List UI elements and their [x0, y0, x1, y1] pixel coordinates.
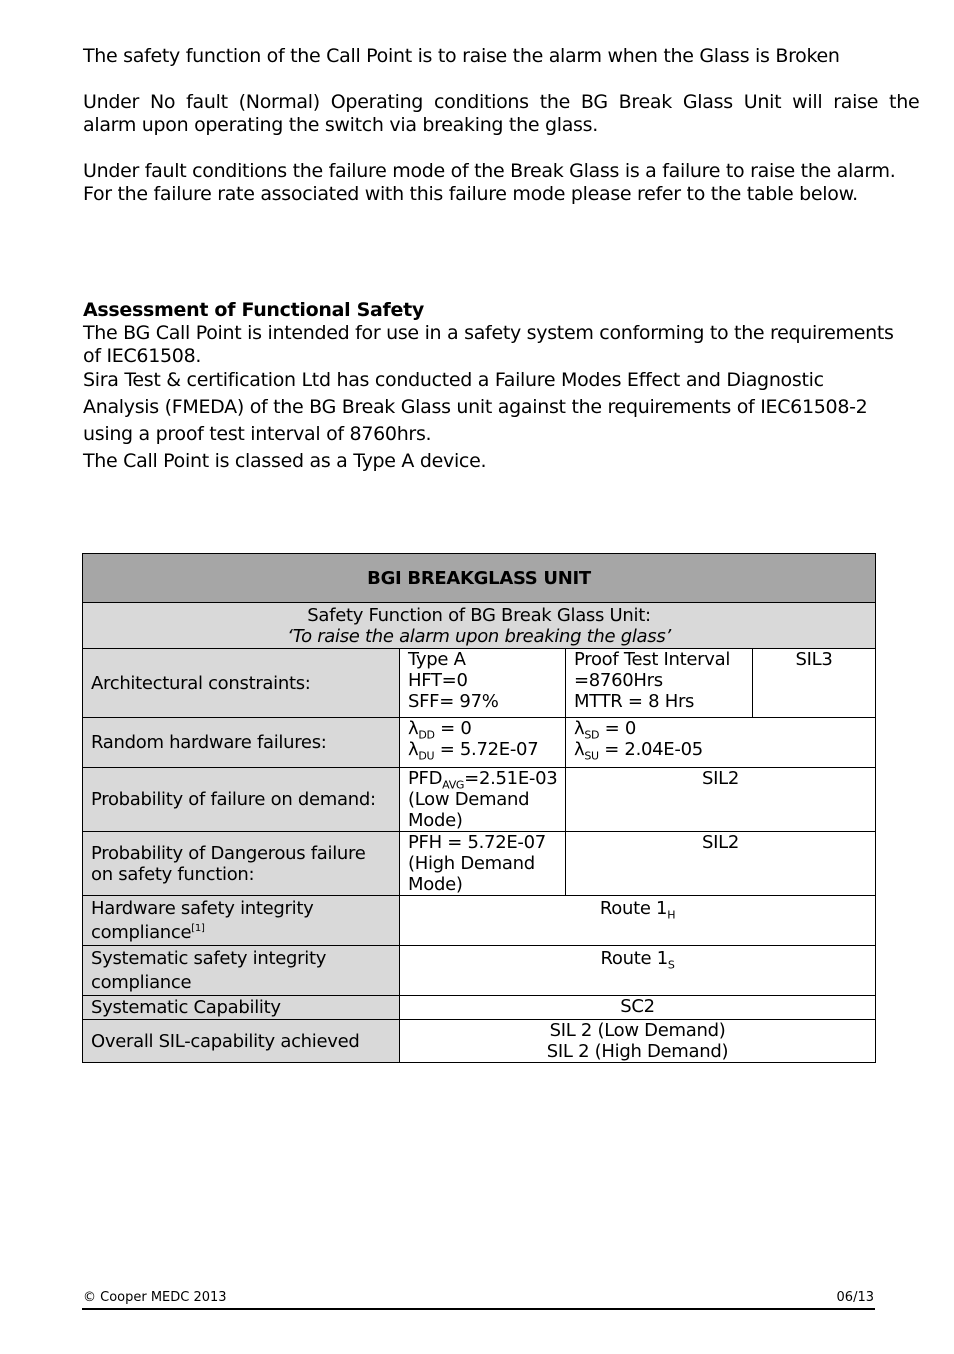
value-text: =2.51E-03: [464, 768, 558, 789]
subscript: SU: [584, 749, 599, 763]
value-text: = 0: [599, 718, 636, 739]
table-row: [83, 768, 876, 832]
table-row: [83, 649, 876, 718]
table-cell: SIL2: [566, 768, 876, 832]
table-cell: SC2: [400, 996, 876, 1020]
row-label: Probability of Dangerous failure on safety function:: [83, 832, 400, 896]
cell-line: Mode): [408, 874, 463, 895]
cell-line: MTTR = 8 Hrs: [574, 691, 695, 712]
table-cell: [566, 649, 753, 718]
table-cell: SIL3: [753, 649, 876, 718]
table-row: [83, 1020, 876, 1063]
safety-function-title: Safety Function of BG Break Glass Unit:: [307, 604, 651, 626]
section-heading: Assessment of Functional Safety: [83, 299, 424, 321]
cell-line: (Low Demand: [408, 789, 530, 810]
table-cell: SIL2: [566, 832, 876, 896]
footer-divider: [82, 1308, 875, 1310]
subscript: AVG: [442, 778, 465, 792]
row-label: Overall SIL-capability achieved: [83, 1020, 400, 1063]
value-text: = 2.04E-05: [598, 739, 703, 760]
table-cell: [400, 946, 876, 996]
row-label: [83, 896, 400, 946]
cell-line: Proof Test Interval: [574, 649, 731, 670]
text-line: Under No fault (Normal) Operating conditions the BG Break Glass Unit will raise the: [83, 91, 920, 113]
text-line: The BG Call Point is intended for use in a safety system conforming to the requirements: [83, 322, 894, 344]
cell-line: SIL 2 (Low Demand): [549, 1020, 726, 1041]
text-line: The Call Point is classed as a Type A device.: [83, 450, 487, 472]
table-title: BGI BREAKGLASS UNIT: [83, 554, 876, 603]
subscript: S: [667, 958, 675, 972]
text-line: alarm upon operating the switch via breaking the glass.: [83, 114, 598, 136]
text-line: of IEC61508.: [83, 345, 202, 367]
text-line: Sira Test & certification Ltd has conducted a Failure Modes Effect and Diagnostic: [83, 369, 824, 391]
table-row: [83, 996, 876, 1020]
cell-line: PFH = 5.72E-07: [408, 832, 546, 853]
intro-paragraph-2: [83, 91, 920, 137]
text-line: Analysis (FMEDA) of the BG Break Glass unit against the requirements of IEC61508-2: [83, 396, 868, 418]
row-label: [83, 946, 400, 996]
text-line: using a proof test interval of 8760hrs.: [83, 423, 432, 445]
table-row: [83, 946, 876, 996]
table-cell: [400, 896, 876, 946]
assessment-section: [83, 299, 894, 473]
row-label: Probability of failure on demand:: [83, 768, 400, 832]
label-line: Systematic safety integrity: [91, 948, 327, 969]
footnote-marker: [1]: [191, 923, 205, 934]
lambda-symbol: λ: [408, 718, 419, 739]
table-row: [83, 832, 876, 896]
safety-function-cell: [83, 603, 876, 649]
cell-line: Mode): [408, 810, 463, 831]
value-text: Route 1: [600, 948, 668, 969]
value-text: = 5.72E-07: [434, 739, 539, 760]
cell-line: SIL 2 (High Demand): [546, 1041, 729, 1062]
table-function-row: [83, 603, 876, 649]
cell-line: HFT=0: [408, 670, 468, 691]
row-label: Systematic Capability: [83, 996, 400, 1020]
lambda-symbol: λ: [574, 739, 585, 760]
table-cell: [566, 718, 876, 768]
label-text: compliance: [91, 922, 192, 943]
cell-line: [574, 718, 867, 742]
safety-function-description: ‘To raise the alarm upon breaking the glass’: [287, 625, 671, 647]
table-cell: [400, 1020, 876, 1063]
subscript: DD: [418, 728, 435, 742]
cell-line: =8760Hrs: [574, 670, 663, 691]
text-line: The safety function of the Call Point is to raise the alarm when the Glass is Broken: [83, 45, 840, 67]
cell-line: [574, 739, 867, 763]
intro-paragraph-1: [83, 45, 873, 68]
label-line: [91, 922, 391, 943]
table-row: [83, 896, 876, 946]
intro-paragraph-3: [83, 160, 896, 206]
cell-line: [408, 718, 557, 742]
value-text: Route 1: [599, 898, 668, 919]
footer-date: 06/13: [836, 1290, 874, 1305]
value-text: = 0: [434, 718, 472, 739]
cell-line: [408, 739, 557, 763]
safety-assessment-table: [82, 553, 876, 1063]
lambda-symbol: λ: [574, 718, 585, 739]
label-line: Hardware safety integrity: [91, 898, 314, 919]
subscript: DU: [418, 749, 435, 763]
text-line: Under fault conditions the failure mode of the Break Glass is a failure to raise the alarm.: [83, 160, 896, 182]
table-cell: [400, 718, 566, 768]
label-line: compliance: [91, 972, 192, 993]
table-cell: [400, 649, 566, 718]
subscript: H: [667, 908, 676, 922]
subscript: SD: [584, 728, 600, 742]
cell-line: (High Demand: [408, 853, 535, 874]
table-cell: [400, 832, 566, 896]
table-row: [83, 718, 876, 768]
cell-line: Type A: [408, 649, 466, 670]
text-line: For the failure rate associated with this failure mode please refer to the table below.: [83, 183, 858, 205]
table-cell: [400, 768, 566, 832]
row-label: Random hardware failures:: [83, 718, 400, 768]
cell-line: [408, 768, 558, 792]
table-header-row: [83, 554, 876, 603]
footer-copyright: © Cooper MEDC 2013: [83, 1290, 227, 1305]
value-text: PFD: [408, 768, 443, 789]
lambda-symbol: λ: [408, 739, 419, 760]
cell-line: SFF= 97%: [408, 691, 499, 712]
row-label: Architectural constraints:: [83, 649, 400, 718]
